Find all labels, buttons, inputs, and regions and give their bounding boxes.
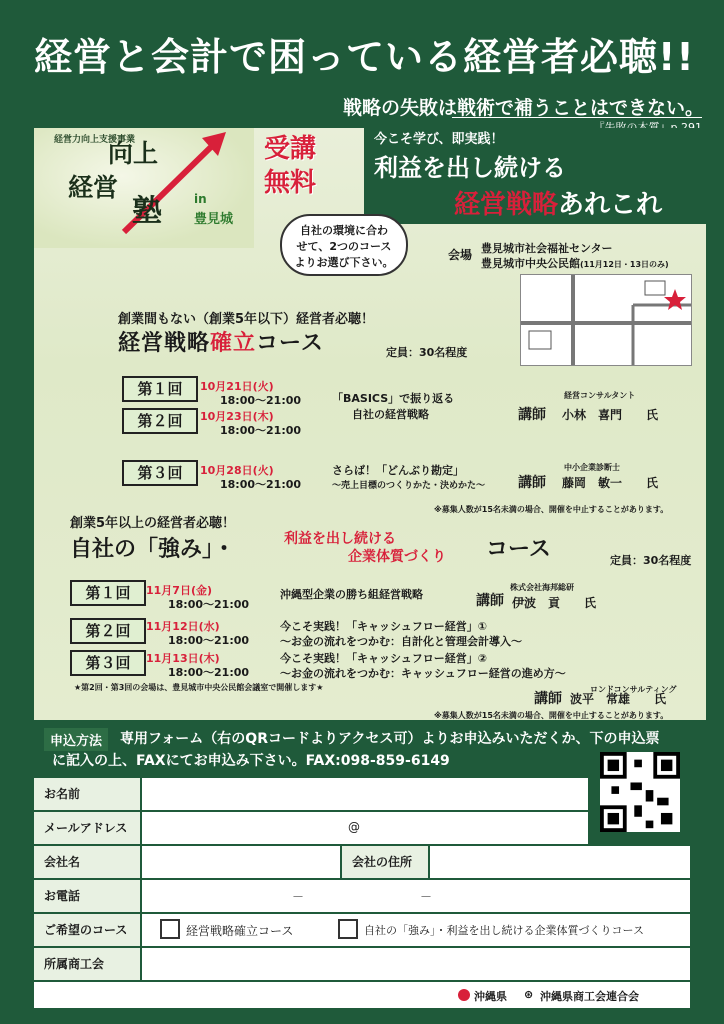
logo-in: in (194, 192, 207, 206)
main-headline: 経営と会計で困っている経営者必聴!! (34, 35, 695, 79)
course2-capacity: 定員：30名程度 (610, 554, 692, 567)
venue-label: 会場 (448, 248, 473, 262)
course1-session3-date: 10月28日(火) (200, 464, 274, 477)
course2-note: ※募集人数が15名未満の場合、開催を中止することがあります。 (434, 711, 669, 720)
free-line1: 受講 (264, 134, 317, 164)
qr-code-icon[interactable] (600, 752, 680, 832)
free-badge (264, 132, 344, 208)
course1-topic1: 「BASICS」で振り返る (332, 392, 455, 405)
course2-title-b: コース (486, 537, 551, 562)
course1-session2-time: 18:00～21:00 (220, 424, 302, 437)
company-field[interactable] (142, 846, 340, 878)
course2-session2-date: 11月12日(水) (146, 620, 220, 633)
footer-org-okinawa: 沖縄県 (474, 990, 507, 1003)
course2-lecturer3-name: 波平 常雄 氏 (570, 692, 667, 706)
course1-session3-time: 18:00～21:00 (220, 478, 302, 491)
phone-field[interactable] (142, 880, 690, 912)
venue-place2-name: 豊見城市中央公民館 (481, 257, 580, 270)
form-label-name: お名前 (34, 778, 140, 810)
course1-session1-date: 10月21日(火) (200, 380, 274, 393)
apply-text-line2: に記入の上、FAXにてお申込み下さい。FAX:098-859-6149 (52, 753, 450, 769)
logo-city: 豊見城 (194, 212, 234, 227)
logo-jo: 向上 (108, 139, 159, 168)
footer-org-federation: 沖縄県商工会連合会 (540, 990, 639, 1003)
strategy-quote: 戦略の失敗は戦術で補うことはできない。 (342, 97, 704, 119)
course2-session2-time: 18:00～21:00 (168, 634, 250, 647)
phone-dash2: － (420, 890, 433, 904)
chamber-field[interactable] (142, 948, 690, 980)
qr-pattern (600, 752, 680, 832)
course1-topic1b: 自社の経営戦略 (352, 408, 429, 421)
course2-topic3: 今こそ実践！「キャッシュフロー経営」② (280, 652, 488, 665)
venue-map (520, 274, 692, 366)
hero-panel (34, 128, 706, 720)
strategy-title-line2 (454, 184, 662, 221)
course2-topic2: 今こそ実践！「キャッシュフロー経営」① (280, 620, 488, 633)
course1-lecturer3-name: 藤岡 敏一 氏 (562, 476, 659, 490)
course2-session1-badge: 第１回 (70, 580, 146, 606)
course1-topic3b: ～売上目標のつくりかた・決めかた～ (332, 481, 486, 491)
apply-label: 申込方法 (44, 728, 108, 751)
venue-place2-note: (11月12日・13日のみ) (580, 260, 669, 269)
course2-session2-badge: 第２回 (70, 618, 146, 644)
strategy-red: 経営戦略 (454, 190, 559, 220)
strategy-rest: あれこれ (558, 190, 663, 220)
course2-venue-note: ★第2回・第3回の会場は、豊見城市中央公民館会議室で開催します★ (74, 683, 324, 692)
course1-target: 創業間もない（創業5年以下）経営者必聴！ (118, 312, 375, 327)
course1-lecturer1-name: 小林 喜門 氏 (562, 408, 659, 422)
course1-lecturer1-role: 経営コンサルタント (564, 391, 636, 400)
email-at: @ (348, 820, 360, 834)
course2-lecturer1-role: 株式会社海邦総研 (510, 583, 574, 592)
form-label-course: ご希望のコース (34, 914, 140, 946)
bubble-line3: よりお選び下さい。 (294, 256, 394, 269)
course1-option-label: 経営戦略確立コース (186, 924, 294, 938)
bubble-line2: せて、2つのコース (296, 240, 392, 253)
logo-kei: 経営 (68, 173, 119, 202)
course2-session1-time: 18:00～21:00 (168, 598, 250, 611)
course2-lecturer1-name: 伊波 貢 氏 (512, 596, 597, 610)
email-field[interactable] (142, 812, 588, 844)
form-label-address: 会社の住所 (342, 846, 428, 878)
course2-sub-red2: 企業体質づくり (348, 549, 446, 565)
course2-lecturer3-label: 講師 (534, 691, 562, 707)
map-drawing (521, 275, 691, 365)
course2-lecturer1-label: 講師 (476, 593, 504, 609)
course2-lecturer3-role: ロンドコンサルティング (590, 685, 677, 694)
program-label: 経営力向上支援事業 (54, 135, 136, 145)
speech-bubble (280, 214, 408, 276)
phone-dash1: － (292, 890, 305, 904)
name-field[interactable] (142, 778, 588, 810)
course2-title-a: 自社の「強み」・ (70, 537, 236, 562)
course1-session1-time: 18:00～21:00 (220, 394, 302, 407)
course1-session1-badge: 第１回 (122, 376, 198, 402)
course1-session2-date: 10月23日(木) (200, 410, 274, 423)
course-choice-row (142, 914, 690, 946)
course2-session3-badge: 第３回 (70, 650, 146, 676)
now-learn-text: 今こそ学び、即実践！ (374, 132, 504, 147)
form-label-phone: お電話 (34, 880, 140, 912)
course1-checkbox[interactable] (160, 919, 180, 939)
apply-text-line1: 専用フォーム（右のQRコードよりアクセス可）よりお申込みいただくか、下の申込票 (120, 731, 660, 747)
form-label-email: メールアドレス (34, 812, 140, 844)
course2-topic3b: ～お金の流れをつかむ：キャッシュフロー経営の進め方～ (280, 667, 566, 680)
course1-title-red: 確立 (210, 331, 257, 356)
federation-logo-icon: ⊛ (524, 988, 534, 1001)
course1-lecturer1-label: 講師 (518, 407, 546, 423)
course2-target: 創業5年以上の経営者必聴！ (70, 516, 236, 531)
address-field[interactable] (430, 846, 690, 878)
course2-topic2b: ～お金の流れをつかむ：自計化と管理会計導入～ (280, 635, 522, 648)
venue-star-icon (664, 289, 686, 310)
course1-title (118, 326, 324, 357)
okinawa-logo-icon (458, 989, 470, 1001)
strategy-title-line1: 利益を出し続ける (374, 154, 566, 182)
form-label-chamber: 所属商工会 (34, 948, 140, 980)
form-label-company: 会社名 (34, 846, 140, 878)
course1-title-a: 経営戦略 (118, 331, 211, 356)
bubble-line1: 自社の環境に合わ (300, 224, 388, 237)
course1-topic3: さらば！「どんぶり勘定」 (332, 464, 464, 477)
course2-session1-date: 11月7日(金) (146, 584, 213, 597)
course1-session2-badge: 第２回 (122, 408, 198, 434)
course2-session3-time: 18:00～21:00 (168, 666, 250, 679)
course1-session3-badge: 第３回 (122, 460, 198, 486)
course2-option-label: 自社の「強み」・利益を出し続ける企業体質づくりコース (364, 924, 644, 937)
course1-note: ※募集人数が15名未満の場合、開催を中止することがあります。 (434, 505, 669, 514)
course2-checkbox[interactable] (338, 919, 358, 939)
course1-title-b: コース (256, 331, 324, 356)
free-line2: 無料 (264, 168, 317, 198)
course1-capacity: 定員：30名程度 (386, 346, 468, 359)
course2-topic1: 沖縄型企業の勝ち組経営戦略 (280, 588, 423, 601)
course2-sub-red1: 利益を出し続ける (284, 531, 396, 547)
logo-juku: 塾 (132, 194, 162, 229)
course2-session3-date: 11月13日(木) (146, 652, 220, 665)
course1-lecturer3-label: 講師 (518, 475, 546, 491)
course1-lecturer3-role: 中小企業診断士 (564, 463, 620, 472)
venue-place1: 豊見城市社会福祉センター (481, 242, 613, 255)
venue-place2 (481, 255, 669, 271)
